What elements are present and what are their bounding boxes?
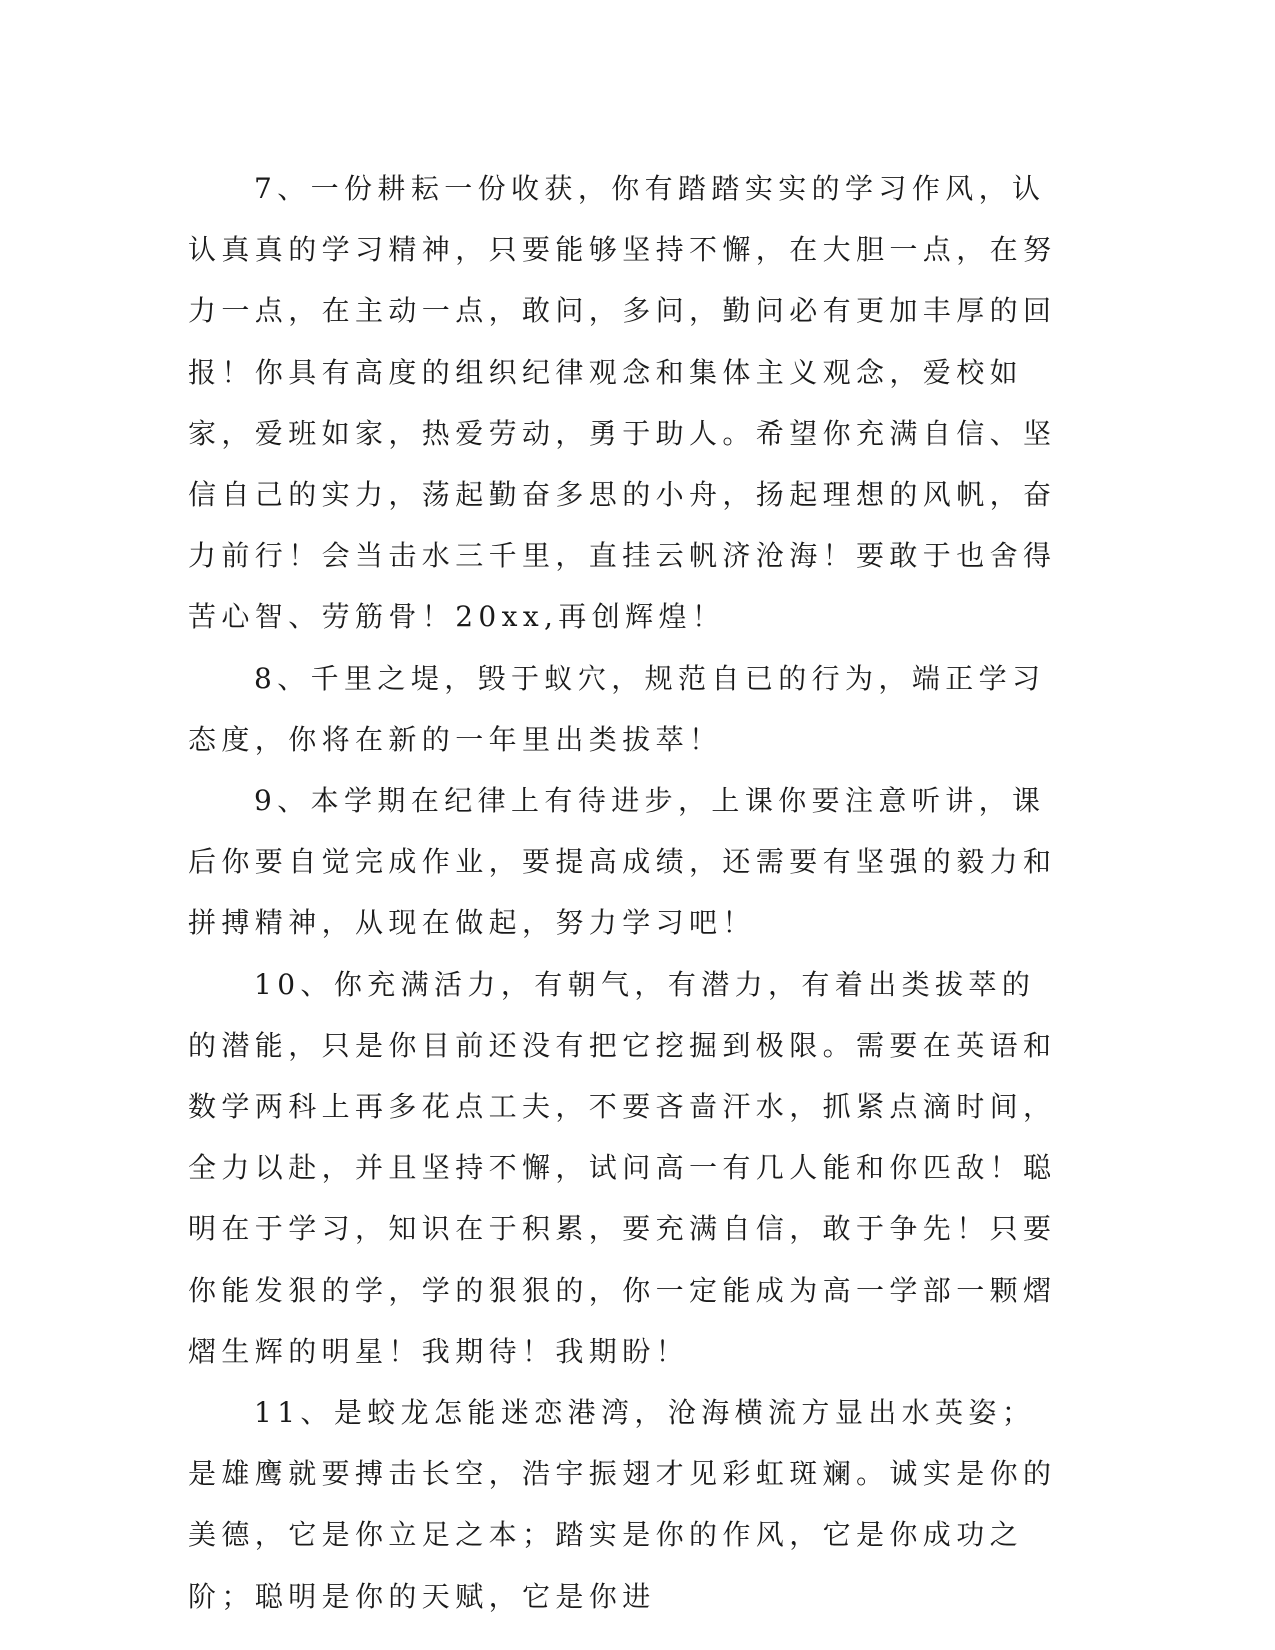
paragraph-9: 9、本学期在纪律上有待进步，上课你要注意听讲，课后你要自觉完成作业，要提高成绩，还需要有坚强的毅力和拼搏精神，从现在做起，努力学习吧！: [188, 784, 1057, 940]
paragraph-8: 8、千里之堤，毁于蚁穴，规范自已的行为，端正学习态度，你将在新的一年里出类拔萃！: [188, 661, 1046, 756]
paragraph-7: 7、一份耕耘一份收获，你有踏踏实实的学习作风，认认真真的学习精神，只要能够坚持不懈，在大胆一点，在努力一点，在主动一点，敢问，多问，勤问必有更加丰厚的回报！你具有高度的组织纪律观念和集体主义观念，爱校如家，爱班如家，热爱劳动，勇于助人。希望你充满自信、坚信自己的实力，荡起勤奋多思的小舟，扬起理想的风帆，奋力前行！会当击水三千里，直挂云帆济沧海！要敢于也舍得苦心智、劳筋骨！20xx,再创辉煌！: [188, 172, 1057, 634]
paragraph-10: 10、你充满活力，有朝气，有潜力，有着出类拔萃的的潜能，只是你目前还没有把它挖掘到极限。需要在英语和数学两科上再多花点工夫，不要吝啬汗水，抓紧点滴时间，全力以赴，并且坚持不懈，试问高一有几人能和你匹敌！聪明在于学习，知识在于积累，要充满自信，敢于争先！只要你能发狠的学，学的狠狠的，你一定能成为高一学部一颗熠熠生辉的明星！我期待！我期盼！: [188, 967, 1057, 1368]
document-body: [188, 158, 1068, 1627]
paragraph-11: 11、是蛟龙怎能迷恋港湾，沧海横流方显出水英姿；是雄鹰就要搏击长空，浩宇振翅才见彩虹斑斓。诚实是你的美德，它是你立足之本；踏实是你的作风，它是你成功之阶；聪明是你的天赋，它是你进: [188, 1396, 1057, 1613]
